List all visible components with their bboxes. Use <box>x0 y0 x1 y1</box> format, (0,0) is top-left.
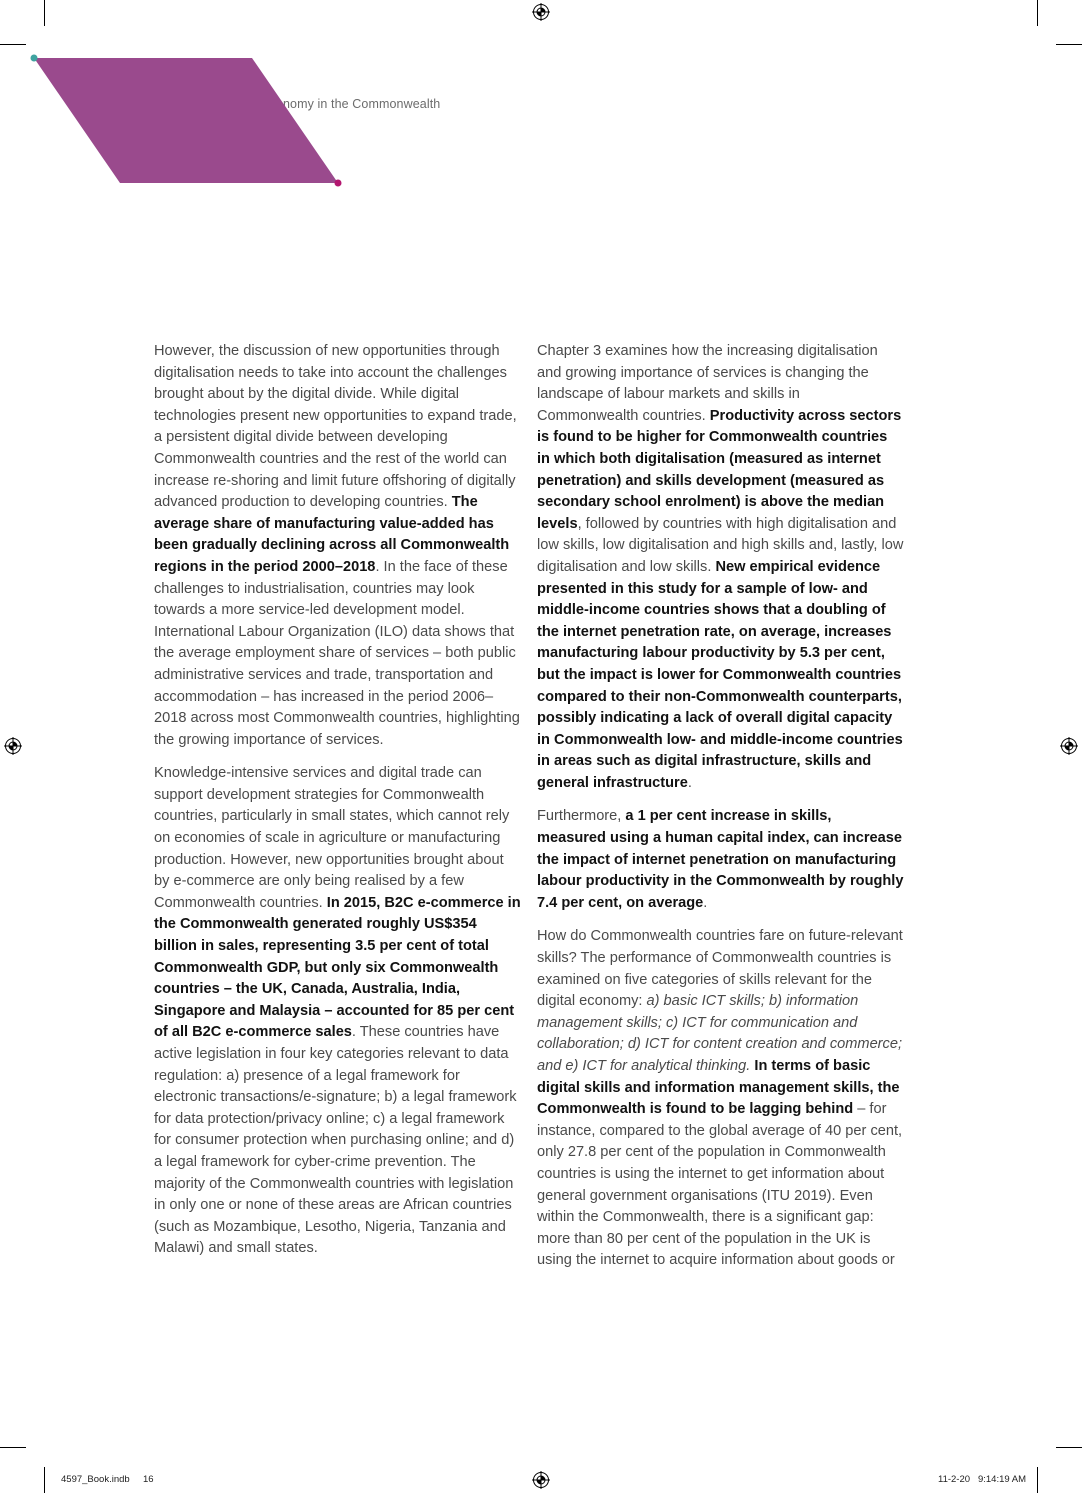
text-run: . These countries have active legislation in four key categories relevant to data regulation: a) presence of a legal framework for electronic transactions/e-signature; b) a legal framework for data protection/privacy online; c) a legal framework for consumer protection when purchasing online; and d) a legal framework for cyber-crime prevention. The majority of the Commonwealth countries with legislation in only one or none of these areas are African countries (such as Mozambique, Lesotho, Nigeria, Tanzania and Malawi) and small states. <box>154 1024 517 1257</box>
paragraph <box>154 341 521 751</box>
text-run: . In the face of these challenges to industrialisation, countries may look towards a more service-led development model. International Labour Organization (ILO) data shows that the average employment share of services – both public administrative services and trade, transportation and accommodation – has increased in the period 2006–2018 across most Commonwealth countries, highlighting the growing importance of services. <box>154 558 520 748</box>
crop-mark-top-right-v <box>1037 0 1038 26</box>
text-run: Knowledge-intensive services and digital trade can support development strategies for Commonwealth countries, particularly in small states, which cannot rely on economies of scale in agriculture or manufacturing production. However, new opportunities brought about by e-commerce are only being realised by a few Commonwealth countries. <box>154 765 510 911</box>
registration-mark-left-icon <box>4 737 22 755</box>
text-run: – for instance, compared to the global average of 40 per cent, only 27.8 per cent of the population in Commonwealth countries is using the internet to get information about general government organisations (ITU 2019). Even within the Commonwealth, there is a significant gap: more than 80 per cent of the population in the UK is using the internet to acquire information about goods or <box>537 1101 903 1269</box>
registration-mark-right-icon <box>1060 737 1078 755</box>
chapter-banner <box>0 0 360 200</box>
bold-text-run: New empirical evidence presented in this study for a sample of low- and middle-income countries shows that a doubling of the internet penetration rate, on average, increases manufacturing labour productivity by 5.3 per cent, but the impact is lower for Commonwealth countries compared to their non-Commonwealth counterparts, possibly indicating a lack of overall digital capacity in Commonwealth low- and middle-income countries in areas such as digital infrastructure, skills and general infrastructure <box>537 558 903 791</box>
crop-mark-top-right-h <box>1056 44 1082 45</box>
bold-text-run: In 2015, B2C e-commerce in the Commonwealth generated roughly US$354 billion in sales, representing 3.5 per cent of total Commonwealth GDP, but only six Commonwealth countries – the UK, Canada, Australia, India, Singapore and Malaysia – accounted for 85 per cent of all B2C e-commerce sales <box>154 894 521 1041</box>
paragraph <box>537 806 904 914</box>
footer-file-name: 4597_Book.indb <box>61 1474 130 1485</box>
paragraph <box>537 926 904 1272</box>
bold-text-run: In terms of basic digital skills and information management skills, the Commonwealth is found to be lagging behind <box>537 1058 900 1118</box>
banner-shape <box>34 58 338 183</box>
crop-mark-bottom-right-v <box>1037 1467 1038 1493</box>
left-column <box>154 341 521 1272</box>
crop-mark-bottom-left-v <box>44 1467 45 1493</box>
registration-mark-top-icon <box>532 3 550 21</box>
footer-file-info <box>61 1474 154 1485</box>
bold-text-run: Productivity across sectors is found to be higher for Commonwealth countries in which both digitalisation (measured as internet penetration) and skills development (measured as secondary school enrolment) is above the median levels <box>537 407 902 532</box>
italic-text-run: a) basic ICT skills; b) information management skills; c) ICT for communication and collaboration; d) ICT for content creation and commerce; and e) ICT for analytical thinking. <box>537 993 903 1074</box>
text-run: How do Commonwealth countries fare on future-relevant skills? The performance of Commonwealth countries is examined on five categories of skills relevant for the digital economy: <box>537 928 903 1010</box>
banner-dot-teal <box>31 55 38 62</box>
registration-mark-bottom-icon <box>532 1471 550 1489</box>
paragraph <box>537 341 904 794</box>
text-run: , followed by countries with high digitalisation and low skills, low digitalisation and high skills and, lastly, low digitalisation and low skills. <box>537 515 904 575</box>
banner-dot-magenta <box>335 180 342 187</box>
right-column <box>537 341 904 1284</box>
text-run: However, the discussion of new opportunities through digitalisation needs to take into account the challenges brought about by the digital divide. While digital technologies present new opportunities to expand trade, a persistent digital divide between developing Commonwealth countries and the rest of the world can increase re-shoring and limit future offshoring of digitally advanced production to developing countries. <box>154 343 517 511</box>
crop-mark-bottom-right-h <box>1056 1447 1082 1448</box>
footer-timestamp: 11-2-20 9:14:19 AM <box>938 1474 1027 1485</box>
footer-page-number: 16 <box>142 1474 154 1485</box>
bold-text-run: The average share of manufacturing value-added has been gradually declining across all Commonwealth regions in the period 2000–2018 <box>154 494 510 575</box>
text-run: Chapter 3 examines how the increasing digitalisation and growing importance of services is changing the landscape of labour markets and skills in Commonwealth countries. <box>537 343 878 424</box>
running-title: nomy in the Commonwealth <box>283 97 441 111</box>
crop-mark-bottom-left-h <box>0 1447 26 1448</box>
text-run: . <box>703 894 708 911</box>
text-run: Furthermore, <box>537 808 626 825</box>
bold-text-run: a 1 per cent increase in skills, measured using a human capital index, can increase the impact of internet penetration on manufacturing labour productivity in the Commonwealth by roughly 7.4 per cent, on average <box>537 808 904 911</box>
text-run: . <box>687 774 692 791</box>
paragraph <box>154 763 521 1260</box>
